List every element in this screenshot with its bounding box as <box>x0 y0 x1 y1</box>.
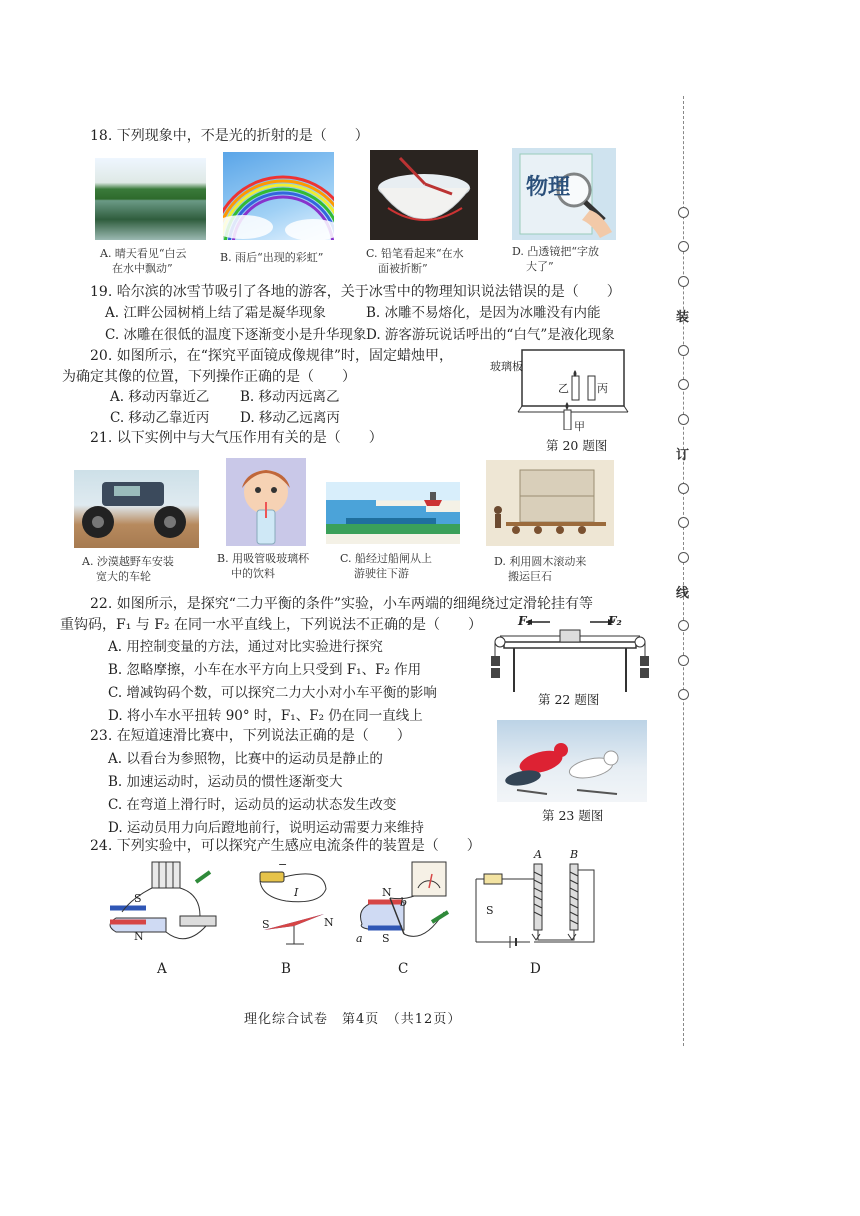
q24-figure-a <box>96 858 230 950</box>
binding-char-xian: 线 <box>676 586 690 601</box>
q18-lake-reflection-photo <box>95 158 206 240</box>
q24-c-label-a: a <box>356 932 363 945</box>
page-footer: 理化综合试卷 第4页 （共12页） <box>244 1012 462 1027</box>
q18-magnifier-book-photo <box>512 148 616 240</box>
q21-girl-straw-photo <box>226 458 306 546</box>
q22-label-f2: F₂ <box>608 614 622 628</box>
binding-ring <box>678 276 689 287</box>
q23-option-c: C. 在弯道上滑行时，运动员的运动状态发生改变 <box>108 797 397 813</box>
q20-label-bing: 丙 <box>597 382 608 395</box>
q20-label-jia: 甲 <box>574 420 585 433</box>
q24-b-label-i: I <box>294 886 299 899</box>
q18-option-a: A. 晴天看见“白云 在水中飘动” <box>100 247 187 275</box>
binding-ring <box>678 689 689 700</box>
q20-mirror-figure <box>488 346 630 433</box>
binding-ring <box>678 345 689 356</box>
q24-a-label-s: S <box>134 892 142 905</box>
q23-caption: 第 23 题图 <box>542 808 604 823</box>
q18-option-b: B. 雨后“出现的彩虹” <box>220 251 324 264</box>
q24-stem: 24. 下列实验中，可以探究产生感应电流条件的装置是（ ） <box>90 838 481 854</box>
binding-ring <box>678 379 689 390</box>
q19-option-d: D. 游客游玩说话呼出的“白气”是液化现象 <box>366 327 615 343</box>
q20-label-glass: 玻璃板 <box>490 360 523 373</box>
binding-ring <box>678 517 689 528</box>
q23-option-a: A. 以看台为参照物，比赛中的运动员是静止的 <box>108 751 383 767</box>
binding-dashed-line <box>683 96 684 1046</box>
q22-stem-line1: 22. 如图所示，是探究“二力平衡的条件”实验，小车两端的细绳绕过定滑轮挂有等 <box>90 596 594 612</box>
q19-option-a: A. 江畔公园树梢上结了霜是凝华现象 <box>105 305 326 321</box>
q18-stem: 18. 下列现象中，不是光的折射的是（ ） <box>90 128 369 144</box>
q19-option-c: C. 冰雕在很低的温度下逐渐变小是升华现象 <box>105 327 367 343</box>
q24-d-label-b: B <box>570 848 579 861</box>
q20-label-yi: 乙 <box>558 382 569 395</box>
q20-stem-line2: 为确定其像的位置，下列操作正确的是（ ） <box>62 369 356 385</box>
q24-b-label-s: S <box>262 918 270 931</box>
q18-option-c: C. 铅笔看起来“在水 面被折断” <box>366 247 464 275</box>
binding-ring <box>678 620 689 631</box>
q24-figure-c <box>354 858 464 952</box>
q21-option-c: C. 船经过船闸从上 游驶往下游 <box>340 552 433 580</box>
q18-book-title: 物理 <box>526 174 571 200</box>
q21-offroad-truck-photo <box>74 470 199 548</box>
q24-b-label-n: N <box>324 916 334 929</box>
binding-ring <box>678 483 689 494</box>
q24-a-label-n: N <box>134 930 144 943</box>
q24-label-d: D <box>530 961 541 977</box>
q21-ship-lock-diagram <box>326 482 460 544</box>
q22-option-a: A. 用控制变量的方法，通过对比实验进行探究 <box>108 639 383 655</box>
binding-ring <box>678 207 689 218</box>
q21-rolling-logs-stone-photo <box>486 460 614 546</box>
q24-label-c: C <box>398 961 409 977</box>
q20-option-c: C. 移动乙靠近丙 <box>110 410 210 426</box>
binding-char-zhuang: 装 <box>676 310 690 325</box>
q22-option-c: C. 增减钩码个数，可以探究二力大小对小车平衡的影响 <box>108 685 437 701</box>
binding-ring <box>678 241 689 252</box>
q21-option-a: A. 沙漠越野车安装 宽大的车轮 <box>82 555 174 583</box>
q19-stem: 19. 哈尔滨的冰雪节吸引了各地的游客，关于冰雪中的物理知识说法错误的是（ ） <box>90 284 621 300</box>
q24-d-label-a: A <box>534 848 542 861</box>
q23-option-d: D. 运动员用力向后蹬地前行，说明运动需要力来维持 <box>108 820 424 836</box>
q24-b-label-minus: − <box>278 858 288 871</box>
q20-option-d: D. 移动乙远离丙 <box>240 410 340 426</box>
q22-balance-figure <box>490 612 650 694</box>
q24-label-b: B <box>281 961 291 977</box>
q24-c-label-s: S <box>382 932 390 945</box>
q21-option-b: B. 用吸管吸玻璃杯 中的饮料 <box>217 552 310 580</box>
q23-option-b: B. 加速运动时，运动员的惯性逐渐变大 <box>108 774 343 790</box>
q24-c-label-n: N <box>382 886 392 899</box>
q24-c-label-b: b <box>400 896 408 909</box>
q22-option-b: B. 忽略摩擦，小车在水平方向上只受到 F₁、F₂ 作用 <box>108 662 422 678</box>
q21-stem: 21. 以下实例中与大气压作用有关的是（ ） <box>90 430 383 446</box>
q19-option-b: B. 冰雕不易熔化，是因为冰雕没有内能 <box>366 305 601 321</box>
q20-option-b: B. 移动丙远离乙 <box>240 389 340 405</box>
binding-char-ding: 订 <box>676 448 690 463</box>
q20-caption: 第 20 题图 <box>546 438 608 453</box>
q18-option-d: D. 凸透镜把“字放 大了” <box>512 245 600 273</box>
q20-option-a: A. 移动丙靠近乙 <box>110 389 210 405</box>
binding-ring <box>678 552 689 563</box>
q23-stem: 23. 在短道速滑比赛中，下列说法正确的是（ ） <box>90 728 411 744</box>
q20-stem-line1: 20. 如图所示，在“探究平面镜成像规律”时，固定蜡烛甲， <box>90 348 454 364</box>
binding-ring <box>678 414 689 425</box>
q18-rainbow-photo <box>223 152 334 240</box>
q22-caption: 第 22 题图 <box>538 692 600 707</box>
q22-stem-line2: 重钩码，F₁ 与 F₂ 在同一水平直线上，下列说法不正确的是（ ） <box>60 617 483 633</box>
binding-ring <box>678 655 689 666</box>
q22-option-d: D. 将小车水平扭转 90° 时，F₁、F₂ 仍在同一直线上 <box>108 708 423 724</box>
q22-label-f1: F₁ <box>518 614 532 628</box>
q24-label-a: A <box>157 961 167 977</box>
q24-d-label-s: S <box>486 904 494 917</box>
q24-figure-b <box>248 858 338 950</box>
q18-pencil-in-bowl-photo <box>370 150 478 240</box>
q24-figure-d <box>470 848 600 950</box>
q21-option-d: D. 利用圆木滚动来 搬运巨石 <box>494 555 587 583</box>
q23-speed-skating-photo <box>497 720 647 802</box>
